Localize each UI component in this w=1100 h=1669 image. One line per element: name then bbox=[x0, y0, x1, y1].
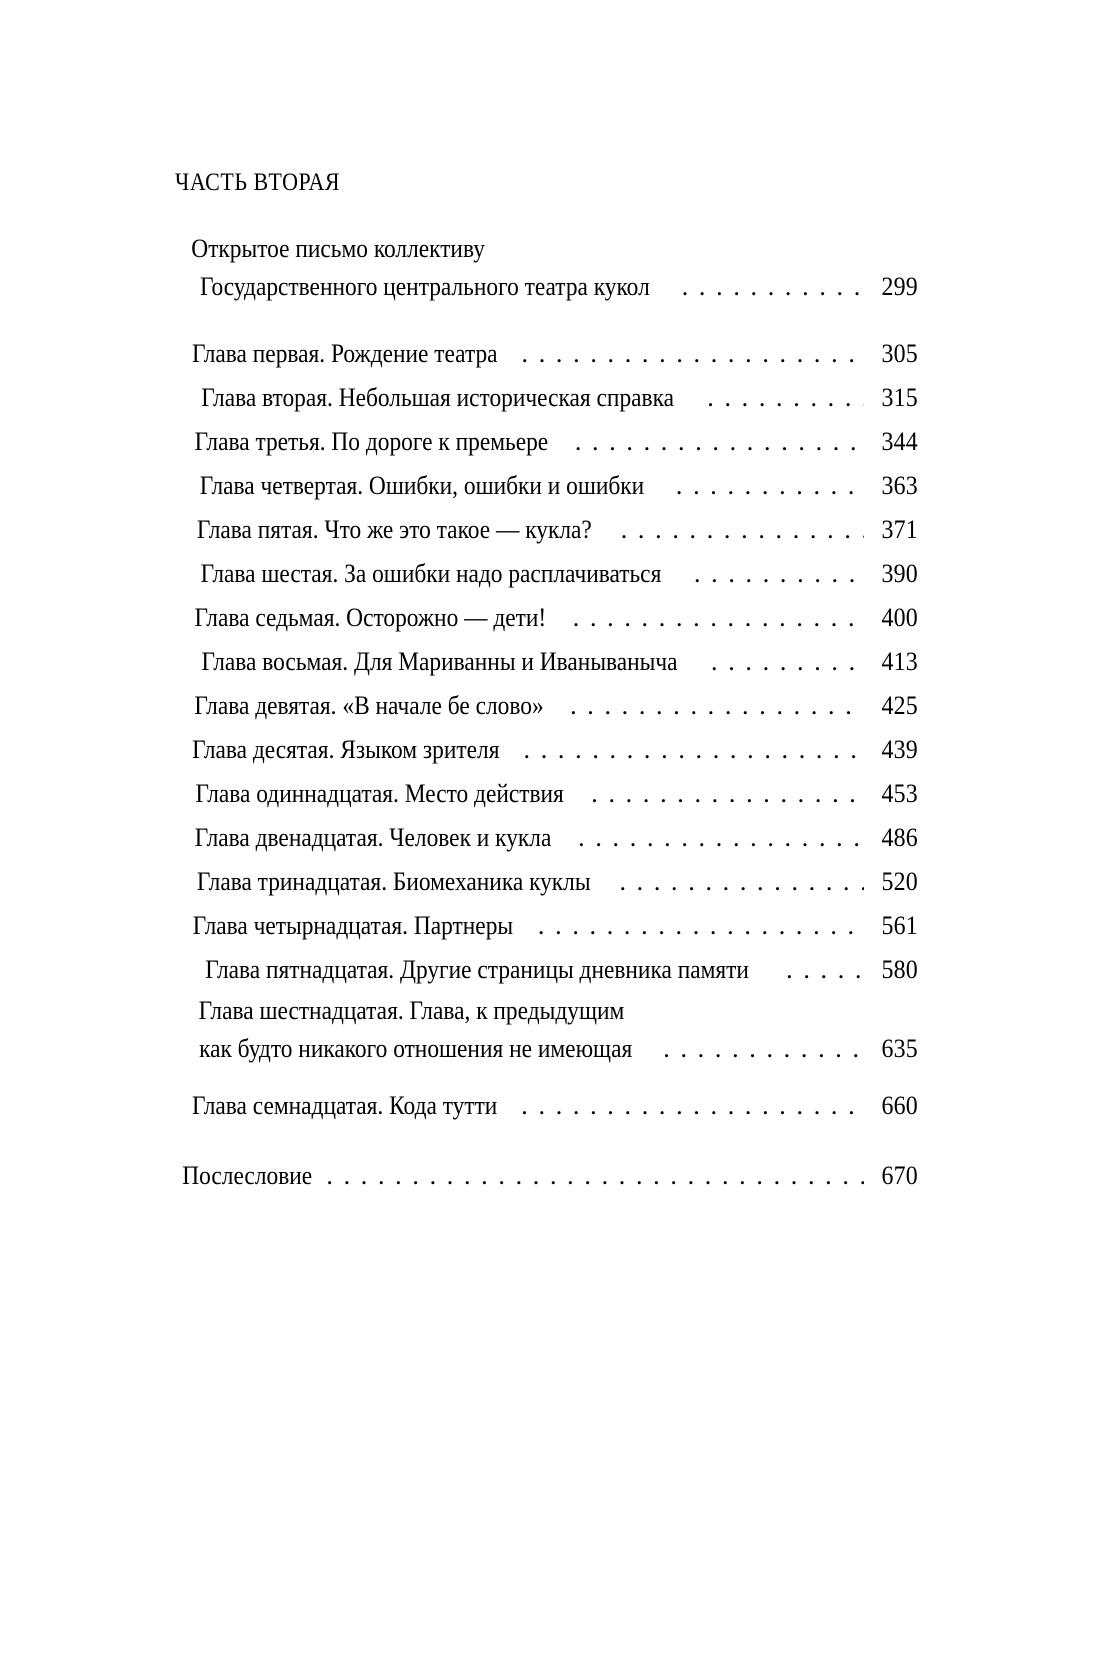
toc-page-number: 425 bbox=[881, 691, 918, 720]
leader-dots bbox=[676, 464, 864, 508]
toc-page-number: 660 bbox=[881, 1091, 918, 1120]
toc-entry-line bbox=[175, 992, 920, 1030]
toc-page-number: 486 bbox=[881, 823, 918, 852]
toc-entry-line bbox=[175, 376, 920, 420]
toc-page-number: 439 bbox=[881, 735, 918, 764]
toc-entry-title: Послесловие bbox=[182, 1161, 313, 1190]
toc-entry-line bbox=[175, 948, 920, 992]
toc-entry-title: Глава десятая. Языком зрителя bbox=[192, 735, 500, 764]
toc-entry-chapter-15[interactable] bbox=[175, 948, 920, 992]
leader-dots bbox=[786, 948, 864, 992]
leader-dots bbox=[573, 596, 864, 640]
toc-entry-line bbox=[175, 860, 920, 904]
toc-entry-chapter-6[interactable] bbox=[175, 552, 920, 596]
toc-entry-title: Глава двенадцатая. Человек и кукла bbox=[194, 823, 552, 852]
toc-entry-line bbox=[175, 596, 920, 640]
toc-entry-line bbox=[175, 684, 920, 728]
leader-dots bbox=[619, 860, 864, 904]
toc-page-number: 453 bbox=[881, 779, 918, 808]
toc-entry-title: Глава вторая. Небольшая историческая справка bbox=[201, 383, 674, 412]
toc-page-number: 299 bbox=[881, 272, 918, 301]
leader-dots bbox=[621, 508, 864, 552]
toc-entry-line bbox=[175, 816, 920, 860]
toc-page-number: 400 bbox=[881, 603, 918, 632]
leader-dots bbox=[578, 816, 864, 860]
toc-entry-line bbox=[175, 268, 920, 306]
toc-entry-chapter-seventeen[interactable] bbox=[175, 1084, 920, 1128]
leader-dots bbox=[570, 684, 864, 728]
toc-entry-title-line2: как будто никакого отношения не имеющая bbox=[199, 1034, 633, 1063]
toc-page-number: 670 bbox=[881, 1161, 918, 1190]
toc-entry-chapter-sixteen[interactable] bbox=[175, 992, 920, 1068]
leader-dots bbox=[575, 420, 864, 464]
leader-dots bbox=[538, 904, 864, 948]
toc-page-number: 344 bbox=[881, 427, 918, 456]
toc-entry-line bbox=[175, 640, 920, 684]
toc-page-number: 371 bbox=[881, 515, 918, 544]
toc-entry-chapter-14[interactable] bbox=[175, 904, 920, 948]
spacer bbox=[175, 306, 920, 332]
toc-entry-title: Глава одиннадцатая. Место действия bbox=[195, 779, 564, 808]
toc-entry-chapter-8[interactable] bbox=[175, 640, 920, 684]
toc-entry-afterword[interactable] bbox=[175, 1154, 920, 1198]
toc-page-number: 413 bbox=[881, 647, 918, 676]
toc-entry-chapter-13[interactable] bbox=[175, 860, 920, 904]
toc-entry-title-line1: Открытое письмо коллективу bbox=[191, 234, 485, 263]
toc-page-number: 561 bbox=[881, 911, 918, 940]
toc-entry-chapter-1[interactable] bbox=[175, 332, 920, 376]
toc-page-number: 635 bbox=[881, 1034, 918, 1063]
leader-dots bbox=[663, 1030, 864, 1068]
toc-page-number: 520 bbox=[881, 867, 918, 896]
leader-dots bbox=[521, 1084, 864, 1128]
leader-dots bbox=[522, 332, 864, 376]
toc-entry-line bbox=[175, 464, 920, 508]
toc-entry-chapter-10[interactable] bbox=[175, 728, 920, 772]
toc-entry-line bbox=[175, 772, 920, 816]
table-of-contents bbox=[175, 168, 920, 1198]
toc-entry-line bbox=[175, 1030, 920, 1068]
toc-entry-chapter-12[interactable] bbox=[175, 816, 920, 860]
toc-entry-title: Глава четырнадцатая. Партнеры bbox=[192, 911, 514, 940]
leader-dots bbox=[524, 728, 864, 772]
toc-entry-title: Глава седьмая. Осторожно — дети! bbox=[194, 603, 547, 632]
toc-entry-chapter-3[interactable] bbox=[175, 420, 920, 464]
toc-entry-chapter-4[interactable] bbox=[175, 464, 920, 508]
toc-entry-chapter-11[interactable] bbox=[175, 772, 920, 816]
toc-page-number: 390 bbox=[881, 559, 918, 588]
toc-page-number: 363 bbox=[881, 471, 918, 500]
toc-entry-title: Глава семнадцатая. Кода тутти bbox=[191, 1091, 498, 1120]
toc-entry-line bbox=[175, 728, 920, 772]
toc-entry-title: Глава тринадцатая. Биомеханика куклы bbox=[196, 867, 591, 896]
toc-entry-title-line1: Глава шестнадцатая. Глава, к предыдущим bbox=[198, 996, 625, 1025]
toc-entry-line bbox=[175, 1084, 920, 1128]
toc-entry-title-line2: Государственного центрального театра кукол bbox=[199, 272, 650, 301]
chapter-list bbox=[175, 332, 920, 992]
leader-dots bbox=[707, 376, 864, 420]
leader-dots bbox=[694, 552, 864, 596]
toc-entry-title: Глава пятая. Что же это такое — кукла? bbox=[196, 515, 592, 544]
leader-dots bbox=[682, 268, 864, 306]
leader-dots bbox=[326, 1154, 864, 1198]
toc-entry-open-letter[interactable] bbox=[175, 230, 920, 306]
toc-entry-line bbox=[175, 508, 920, 552]
toc-entry-line bbox=[175, 332, 920, 376]
toc-entry-title: Глава восьмая. Для Мариванны и Иваныванычa bbox=[201, 647, 678, 676]
toc-entry-title: Глава шестая. За ошибки надо расплачиваться bbox=[200, 559, 662, 588]
toc-page-number: 315 bbox=[881, 383, 918, 412]
part-heading: ЧАСТЬ ВТОРАЯ bbox=[175, 169, 341, 196]
toc-entry-line bbox=[175, 1154, 920, 1198]
toc-entry-title: Глава четвертая. Ошибки, ошибки и ошибки bbox=[199, 471, 645, 500]
toc-entry-title: Глава первая. Рождение театра bbox=[191, 339, 498, 368]
toc-entry-title: Глава девятая. «В начале бе слово» bbox=[194, 691, 544, 720]
toc-entry-line bbox=[175, 230, 920, 268]
toc-entry-line bbox=[175, 552, 920, 596]
toc-entry-line bbox=[175, 420, 920, 464]
toc-page-number: 305 bbox=[881, 339, 918, 368]
leader-dots bbox=[711, 640, 864, 684]
toc-entry-chapter-2[interactable] bbox=[175, 376, 920, 420]
spacer bbox=[175, 1128, 920, 1154]
toc-entry-chapter-5[interactable] bbox=[175, 508, 920, 552]
leader-dots bbox=[591, 772, 864, 816]
toc-page-number: 580 bbox=[881, 955, 918, 984]
spacer bbox=[175, 1068, 920, 1084]
toc-entry-line bbox=[175, 904, 920, 948]
toc-entry-title: Глава третья. По дороге к премьере bbox=[194, 427, 549, 456]
toc-entry-chapter-7[interactable] bbox=[175, 596, 920, 640]
toc-entry-chapter-9[interactable] bbox=[175, 684, 920, 728]
toc-entry-title: Глава пятнадцатая. Другие страницы дневника памяти bbox=[205, 955, 749, 984]
